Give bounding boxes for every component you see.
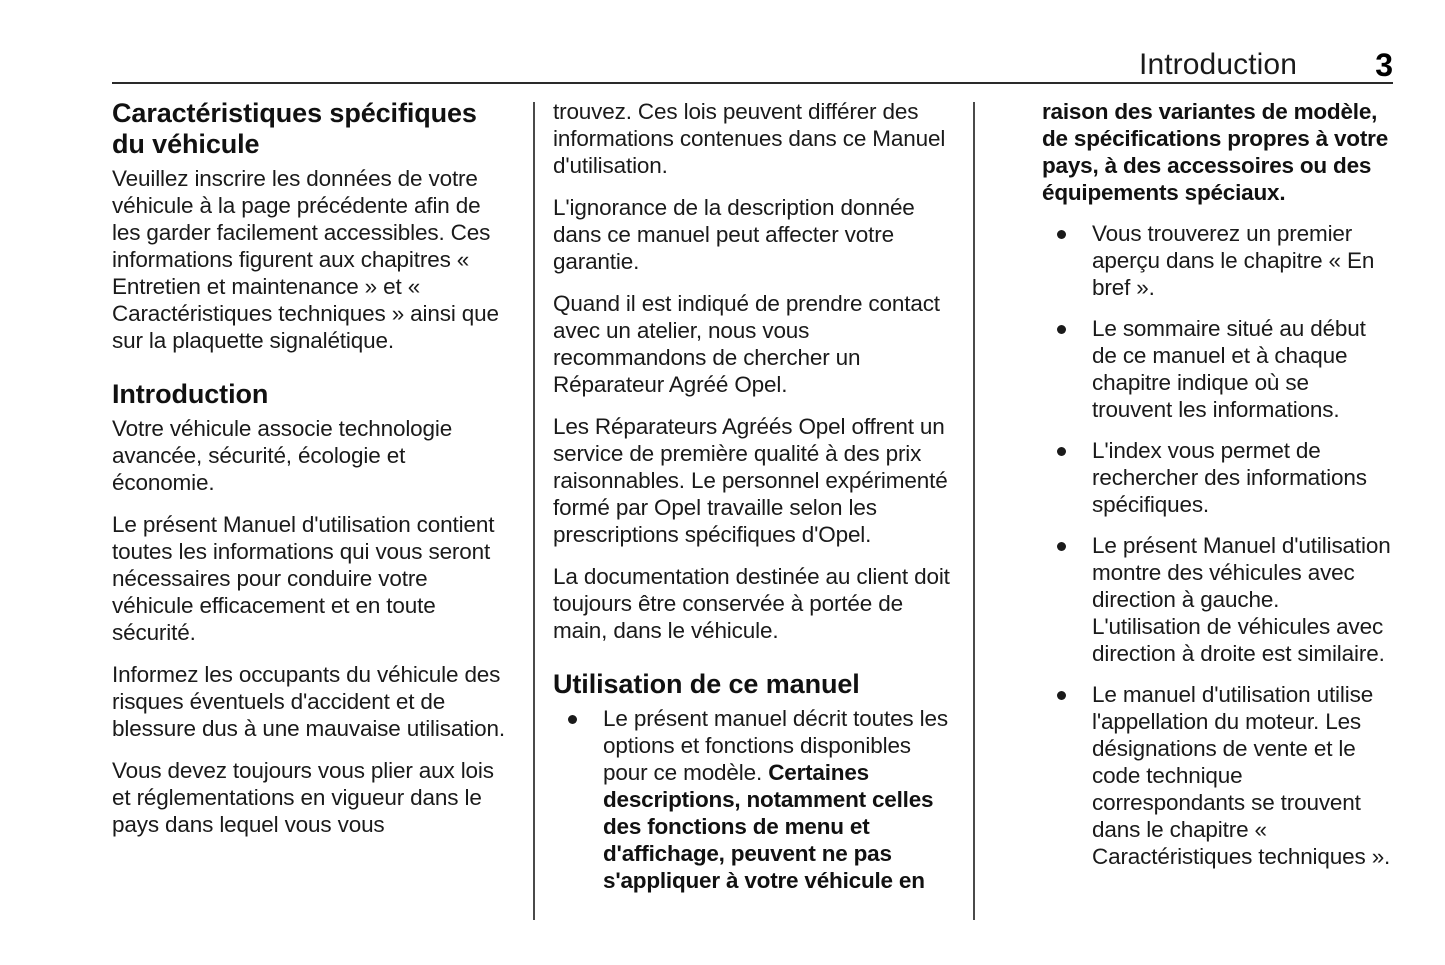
list-item-text: Le présent Manuel d'utilisation montre des véhicules avec direction à gauche. L'utilisation de véhicules avec direction à droite est similaire. [1092,533,1391,666]
page-title: Introduction [1139,48,1297,81]
heading-utilisation-de-ce-manuel: Utilisation de ce manuel [553,669,860,699]
list-item [1042,532,1394,667]
content-columns [0,98,1445,928]
list-item-text: L'index vous permet de rechercher des informations spécifiques. [1092,438,1367,517]
paragraph: La documentation destinée au client doit toujours être conservée à portée de main, dans le véhicule. [553,564,950,643]
list-item-text: Le manuel d'utilisation utilise l'appellation du moteur. Les désignations de vente et le code technique correspondants se trouvent dans le chapitre « Caractéristiques techniques ». [1092,682,1391,869]
paragraph: Quand il est indiqué de prendre contact avec un atelier, nous vous recommandons de chercher un Réparateur Agréé Opel. [553,291,940,397]
heading-introduction: Introduction [112,379,269,409]
bullet-list [1042,220,1394,870]
bullet-list [553,705,953,894]
column-2 [553,98,953,894]
paragraph: trouvez. Ces lois peuvent différer des informations contenues dans ce Manuel d'utilisation. [553,99,946,178]
bullet-dot-icon [1057,447,1066,456]
list-item [553,705,953,894]
paragraph: Le présent Manuel d'utilisation contient toutes les informations qui vous seront nécessaires pour conduire votre véhicule efficacement et en toute sécurité. [112,512,495,645]
column-3 [1042,98,1394,870]
bullet-dot-icon [1057,691,1066,700]
header-divider-rule [112,82,1393,84]
list-item-text-regular: Le présent manuel décrit toutes les options et fonctions disponibles pour ce modèle. [603,706,948,785]
paragraph: Informez les occupants du véhicule des risques éventuels d'accident et de blessure dus à une mauvaise utilisation. [112,662,505,741]
list-item-text-bold: Certaines descriptions, notamment celles des fonctions de menu et d'affichage, peuvent ne pas s'appliquer à votre véhicule en [603,760,934,893]
bullet-dot-icon [1057,325,1066,334]
column-1 [112,98,512,838]
column-divider-1 [533,102,535,920]
continuation-bold-paragraph: raison des variantes de modèle, de spécifications propres à votre pays, à des accessoires ou des équipements spéciaux. [1042,99,1389,205]
paragraph: Veuillez inscrire les données de votre véhicule à la page précédente afin de les garder facilement accessibles. Ces informations figurent aux chapitres « Entretien et maintenance » et « Caractéristiques techniques » ainsi que sur la plaquette signalétique. [112,166,499,353]
page-header [112,30,1393,82]
list-item [1042,315,1394,423]
paragraph: Votre véhicule associe technologie avancée, sécurité, écologie et économie. [112,416,453,495]
bullet-dot-icon [568,715,577,724]
column-divider-2 [973,102,975,920]
list-item-text: Vous trouverez un premier aperçu dans le chapitre « En bref ». [1092,221,1375,300]
paragraph: L'ignorance de la description donnée dans ce manuel peut affecter votre garantie. [553,195,915,274]
bullet-dot-icon [1057,542,1066,551]
heading-caracteristiques-specifiques: Caractéristiques spécifiques du véhicule [112,98,477,159]
list-item-text: Le sommaire situé au début de ce manuel et à chaque chapitre indique où se trouvent les informations. [1092,316,1366,422]
page-number: 3 [1375,47,1393,83]
list-item [1042,220,1394,301]
list-item [1042,681,1394,870]
list-item [1042,437,1394,518]
bullet-dot-icon [1057,230,1066,239]
paragraph: Les Réparateurs Agréés Opel offrent un service de première qualité à des prix raisonnables. Le personnel expérimenté formé par Opel travaille selon les prescriptions spécifiques d'Opel. [553,414,948,547]
paragraph: Vous devez toujours vous plier aux lois et réglementations en vigueur dans le pays dans lequel vous vous [112,758,494,837]
